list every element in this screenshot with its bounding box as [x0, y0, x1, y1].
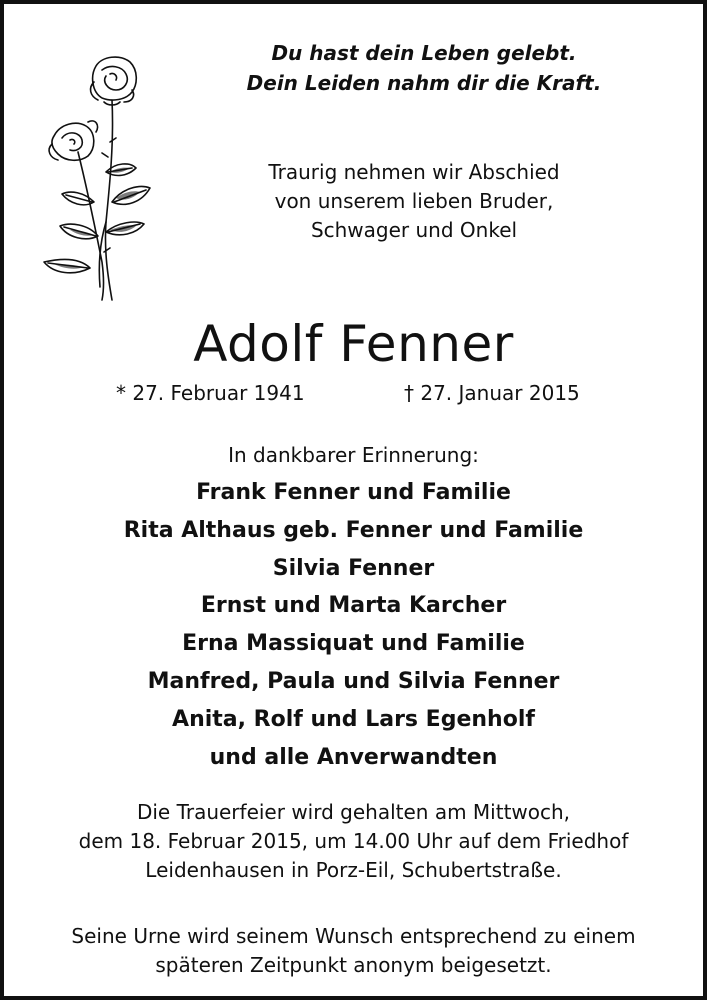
motto-line-1: Du hast dein Leben gelebt. [271, 41, 577, 65]
mourner-item: Manfred, Paula und Silvia Fenner [147, 668, 560, 694]
urn-line-1: Seine Urne wird seinem Wunsch entsprechend zu einem [71, 924, 636, 948]
death-date: † 27. Januar 2015 [404, 381, 580, 405]
funeral-line-1: Die Trauerfeier wird gehalten am Mittwoch, [136, 800, 571, 824]
mourner-item: und alle Anverwandten [209, 744, 498, 770]
intro-line-3: Schwager und Onkel [310, 218, 518, 242]
mourner-item: Frank Fenner und Familie [196, 480, 511, 505]
urn-line-2: späteren Zeitpunkt anonym beigesetzt. [155, 953, 552, 977]
intro-line-2: von unserem lieben Bruder, [274, 189, 554, 213]
mourner-item: Ernst und Marta Karcher [200, 593, 507, 619]
mourner-item: Silvia Fenner [272, 555, 435, 581]
memory-heading: In dankbarer Erinnerung: [228, 443, 479, 467]
funeral-line-2: dem 18. Februar 2015, um 14.00 Uhr auf dem Friedhof [78, 829, 629, 853]
deceased-name: Adolf Fenner [193, 315, 514, 373]
mourners-list [4, 474, 703, 776]
urn-notice [4, 922, 703, 980]
motto [174, 38, 674, 98]
birth-date: * 27. Februar 1941 [116, 381, 305, 405]
farewell-intro [184, 158, 644, 245]
funeral-line-3: Leidenhausen in Porz-Eil, Schubertstraße. [145, 858, 562, 882]
intro-line-1: Traurig nehmen wir Abschied [268, 160, 560, 184]
funeral-details [4, 798, 703, 885]
rose-icon [40, 52, 158, 302]
mourner-item: Rita Althaus geb. Fenner und Familie [123, 517, 584, 543]
motto-line-2: Dein Leiden nahm dir die Kraft. [246, 71, 602, 95]
mourner-item: Anita, Rolf und Lars Egenholf [172, 706, 535, 732]
mourner-item: Erna Massiquat und Familie [182, 631, 525, 657]
